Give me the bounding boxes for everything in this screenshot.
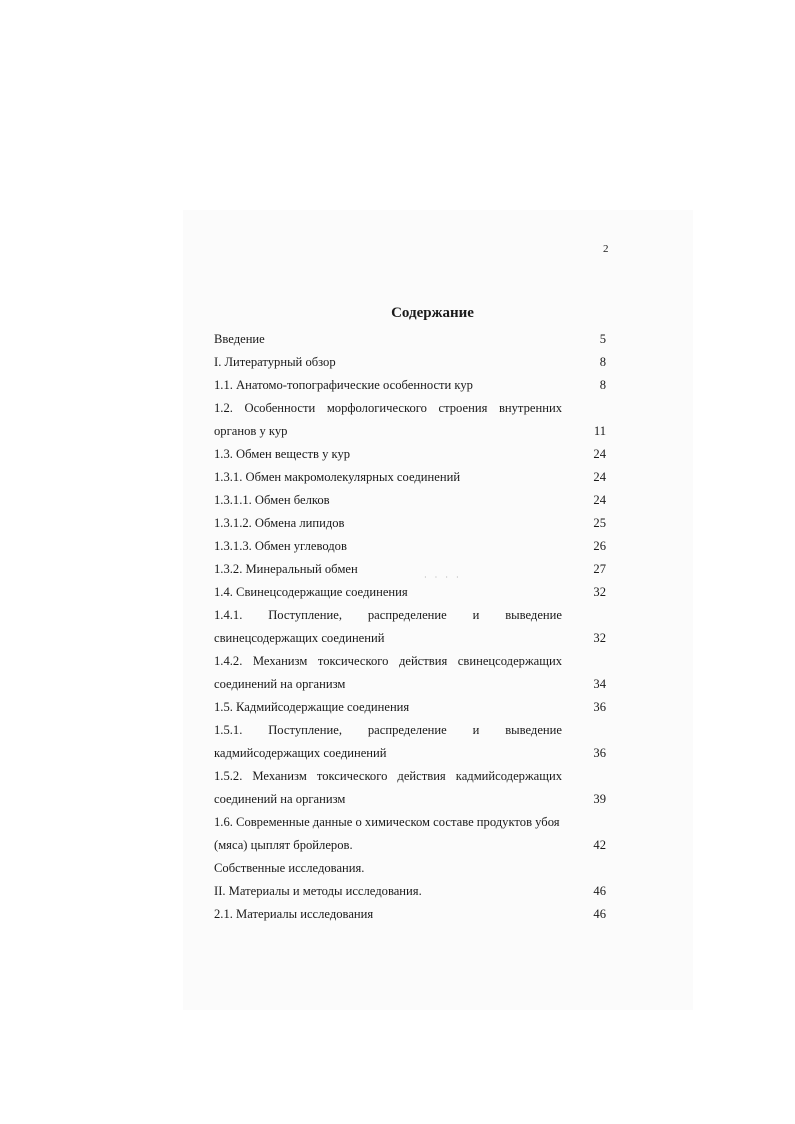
toc-entry-text: 1.5.2. Механизм токсического действия кадмийсодержащих [214, 769, 562, 783]
toc-entry-page: 46 [593, 907, 606, 921]
toc-entry-text: 1.3.1. Обмен макромолекулярных соединений [214, 470, 461, 484]
toc-entry [214, 903, 606, 926]
toc-entry-page: 27 [593, 562, 606, 576]
toc-entry-page: 36 [593, 700, 606, 714]
toc-entry [214, 765, 606, 788]
toc-entry-page: 11 [593, 424, 606, 438]
toc-entry [214, 558, 606, 581]
toc-entry [214, 834, 606, 857]
toc-entry [214, 742, 606, 765]
toc-entry-page: 8 [599, 378, 606, 392]
scan-speckle: · · · · [424, 573, 462, 582]
toc-entry-text: 1.3. Обмен веществ у кур [214, 447, 351, 461]
toc-entry [214, 351, 606, 374]
toc-entry-text: II. Материалы и методы исследования. [214, 884, 422, 898]
toc-entry-text: 1.3.1.3. Обмен углеводов [214, 539, 347, 553]
toc-entry-page: 32 [593, 631, 606, 645]
toc-entry-page: 26 [593, 539, 606, 553]
toc-entry-text: 1.3.2. Минеральный обмен [214, 562, 358, 576]
toc-entry [214, 512, 606, 535]
toc-entry-text: Введение [214, 332, 265, 346]
toc-entry [214, 466, 606, 489]
toc-entry-text: 1.5.1. Поступление, распределение и выведение [214, 723, 562, 737]
toc-entry-page: 39 [593, 792, 606, 806]
toc-entry-page: 24 [593, 470, 606, 484]
toc-entry [214, 443, 606, 466]
toc-entry-page: 42 [593, 838, 606, 852]
toc-entry [214, 880, 606, 903]
toc-entry-page: 5 [599, 332, 606, 346]
toc-entry [214, 673, 606, 696]
toc-entry-text: 1.2. Особенности морфологического строения внутренних [214, 401, 562, 415]
toc-entry-text: 1.6. Современные данные о химическом составе продуктов убоя [214, 815, 560, 829]
toc-entry-page: 32 [593, 585, 606, 599]
toc-entry [214, 604, 606, 627]
toc-entry [214, 696, 606, 719]
toc-entry [214, 857, 606, 880]
toc-entry-text: I. Литературный обзор [214, 355, 336, 369]
toc-entry [214, 420, 606, 443]
toc-entry-page: 24 [593, 447, 606, 461]
toc-entry-page: 25 [593, 516, 606, 530]
toc-entry-text: кадмийсодержащих соединений [214, 746, 387, 760]
toc-entry-text: свинецсодержащих соединений [214, 631, 385, 645]
toc-entry [214, 627, 606, 650]
toc-entry-page: 36 [593, 746, 606, 760]
toc-entry-text: (мяса) цыплят бройлеров. [214, 838, 353, 852]
toc-entry-text: 1.4.1. Поступление, распределение и выведение [214, 608, 562, 622]
toc-entry-page: 46 [593, 884, 606, 898]
toc-entry-text: 1.3.1.1. Обмен белков [214, 493, 330, 507]
toc-entry-text: 1.3.1.2. Обмена липидов [214, 516, 345, 530]
toc-entry-text: 1.4.2. Механизм токсического действия свинецсодержащих [214, 654, 562, 668]
toc-entry [214, 535, 606, 558]
toc-entry-text: 1.1. Анатомо-топографические особенности кур [214, 378, 473, 392]
toc-entry-text: Собственные исследования. [214, 861, 365, 875]
toc-entry-text: соединений на организм [214, 677, 346, 691]
toc-entry [214, 719, 606, 742]
toc-entry [214, 374, 606, 397]
toc-entry-text: соединений на организм [214, 792, 346, 806]
toc-entry [214, 397, 606, 420]
toc-entry [214, 489, 606, 512]
toc-title: Содержание [391, 305, 474, 321]
page-number: 2 [603, 243, 609, 255]
toc-entry [214, 650, 606, 673]
table-of-contents [214, 328, 606, 926]
toc-entry-text: 1.5. Кадмийсодержащие соединения [214, 700, 410, 714]
toc-entry-page: 34 [593, 677, 606, 691]
toc-entry [214, 581, 606, 604]
toc-entry-text: 2.1. Материалы исследования [214, 907, 374, 921]
toc-entry-page: 24 [593, 493, 606, 507]
toc-entry-text: 1.4. Свинецсодержащие соединения [214, 585, 408, 599]
toc-entry-text: органов у кур [214, 424, 288, 438]
toc-entry [214, 811, 606, 834]
toc-entry [214, 788, 606, 811]
toc-entry-page: 8 [599, 355, 606, 369]
toc-entry [214, 328, 606, 351]
